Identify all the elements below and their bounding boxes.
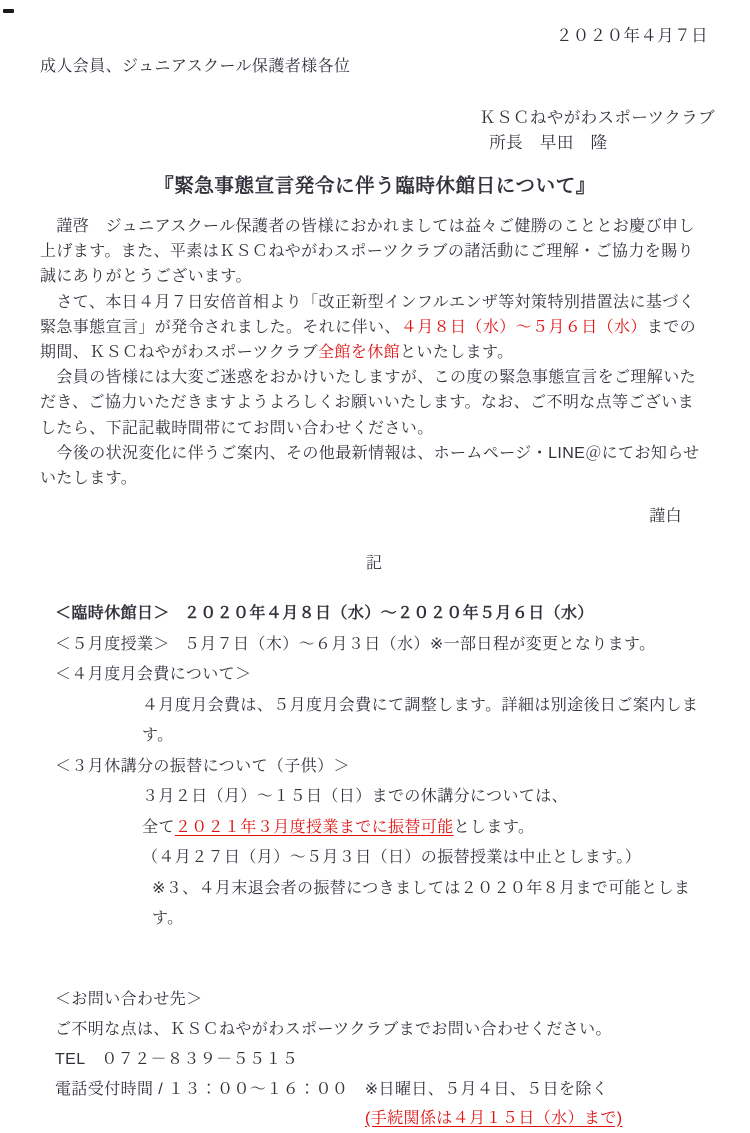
sender-organization: ＫＳＣねやがわスポーツクラブ: [479, 109, 715, 127]
may-classes-line: [40, 630, 710, 661]
april-fee-detail: ４月度月会費は、５月度月会費にて調整します。詳細は別途後日ご案内します。: [142, 696, 699, 745]
april-fee-heading: ＜４月度月会費について＞: [55, 666, 252, 684]
procedure-deadline-red-text: (手続関係は４月１５日（水）まで): [365, 1109, 623, 1127]
contact-phone: TEL ０７２－８３９－５５１５: [55, 1050, 299, 1068]
document-title: 『緊急事態宣言発令に伴う臨時休館日について』: [154, 175, 596, 197]
paragraph-apology: 会員の皆様には大変ご迷惑をおかけいたしますが、この度の緊急事態宣言をご理解いただき、ご協力いただきますようよろしくお願いいたします。なお、ご不明な点等ございましたら、下記記載時間帯にてお問い合わせください。: [40, 369, 697, 437]
makeup-line2-pre: 全て: [142, 818, 175, 836]
makeup-deadline-red-text: ２０２１年３月度授業までに振替可能: [174, 818, 454, 836]
paragraph-updates: 今後の状況変化に伴うご案内、その他最新情報は、ホームページ・LINE＠にてお知らせいたします。: [40, 444, 700, 488]
paragraph-greeting: 謹啓 ジュニアスクール保護者の皆様におかれましては益々ご健勝のこととお慶び申し上げます。また、平素はＫＳＣねやがわスポーツクラブの諸活動にご理解・ご協力を賜り誠にありがとうございます。: [40, 218, 695, 286]
contact-instruction: ご不明な点は、ＫＳＣねやがわスポーツクラブまでお問い合わせください。: [55, 1020, 612, 1038]
closure-period-red-text: ４月８日（水）～５月６日（水）: [400, 318, 647, 336]
makeup-line2-post: とします。: [453, 818, 535, 836]
closure-dates-line: [40, 599, 710, 630]
march-makeup-line1: ３月２日（月）～１５日（日）までの休講分については、: [142, 788, 569, 806]
addressee-line: 成人会員、ジュニアスクール保護者様各位: [40, 58, 351, 75]
march-makeup-line2: [40, 813, 710, 844]
closure-dates-label: ＜臨時休館日＞: [55, 605, 170, 623]
paragraph-emergency-mid: までの期間、ＫＳＣねやがわスポーツクラブ: [40, 318, 697, 362]
document-date: ２０２０年４月７日: [555, 27, 708, 45]
full-closure-red-text: 全館を休館: [318, 344, 401, 362]
paragraph-emergency-post: といたします。: [400, 344, 514, 362]
contact-block: [40, 985, 710, 1133]
paragraph-emergency-pre: さて、本日４月７日安倍首相より「改正新型インフルエンザ等対策特別措置法に基づく緊急事態宣言」が発令されました。それに伴い、: [40, 293, 696, 336]
contact-hours: 電話受付時間 / １３：００～１６：００ ※日曜日、５月４日、５日を除く: [55, 1080, 609, 1098]
march-makeup-note: ※３、４月末退会者の振替につきましては２０２０年８月まで可能とします。: [152, 879, 691, 928]
may-classes-value: ５月７日（木）～６月３日（水）※一部日程が変更となります。: [183, 635, 656, 653]
record-mark: 記: [365, 555, 384, 573]
closure-dates-value: ２０２０年４月８日（水）～２０２０年５月６日（水）: [183, 605, 594, 623]
closing-salutation: 謹白: [649, 508, 682, 526]
contact-heading: ＜お問い合わせ先＞: [55, 990, 203, 1008]
march-makeup-line3: （４月２７日（月）～５月３日（日）の振替授業は中止とします。）: [142, 849, 642, 867]
scan-artifact: [3, 9, 14, 13]
sender-signer: 所長 早田 隆: [489, 134, 608, 152]
procedure-deadline: [40, 1105, 710, 1133]
paragraph-emergency-declaration: [40, 290, 710, 366]
march-makeup-heading: ＜３月休講分の振替について（子供）＞: [55, 757, 350, 775]
sender-block: [479, 106, 715, 156]
may-classes-label: ＜５月度授業＞: [55, 635, 170, 653]
